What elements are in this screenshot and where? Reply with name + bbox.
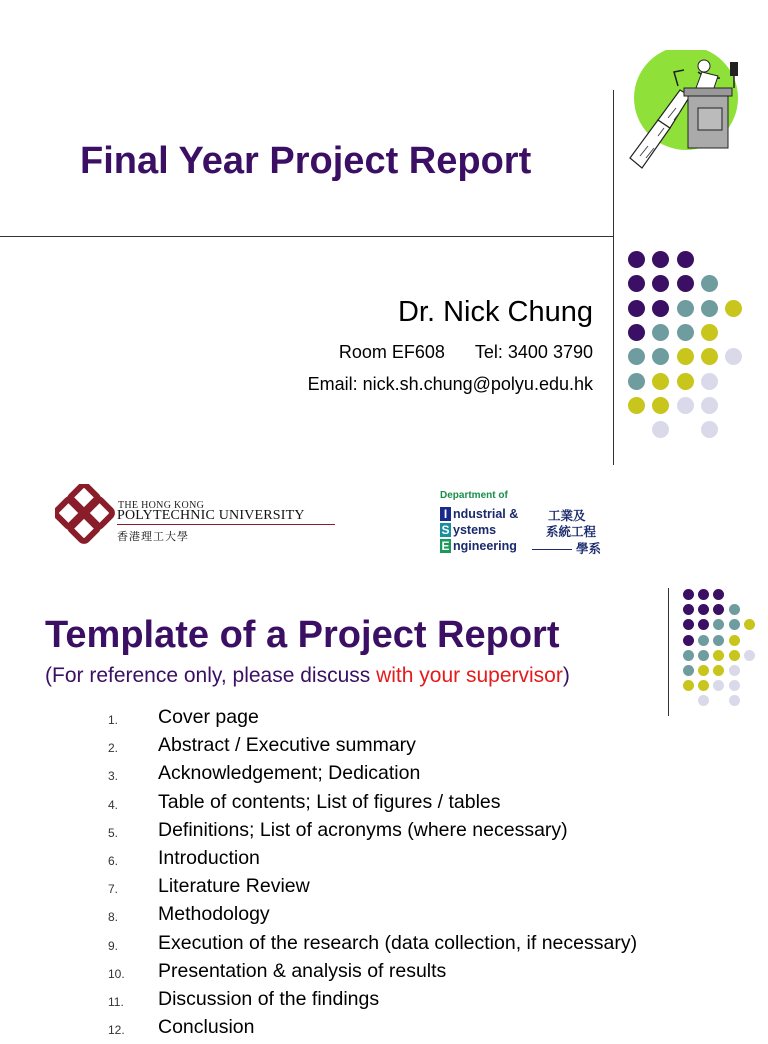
decorative-dot <box>729 650 740 661</box>
decorative-dot <box>628 275 645 292</box>
decorative-dot <box>698 680 709 691</box>
list-item <box>108 903 728 931</box>
decorative-dot <box>698 589 709 600</box>
decorative-dot <box>683 589 694 600</box>
polyu-logo-chinese: 香港理工大學 <box>117 531 189 543</box>
decorative-dot <box>683 665 694 676</box>
ise-chinese-line2: 系統工程 <box>546 525 597 539</box>
decorative-dot <box>729 635 740 646</box>
decorative-dot <box>701 300 718 317</box>
decorative-dot <box>698 695 709 706</box>
decorative-dot <box>677 397 694 414</box>
list-item <box>108 791 728 819</box>
item-text: Methodology <box>158 903 270 926</box>
decorative-dot <box>701 324 718 341</box>
writer-at-desk-clipart <box>618 50 748 175</box>
list-item <box>108 847 728 875</box>
decorative-dot <box>652 421 669 438</box>
polyu-logo-rule <box>117 524 335 525</box>
decorative-dot <box>729 619 740 630</box>
decorative-dot <box>729 695 740 706</box>
decorative-dot <box>744 650 755 661</box>
report-outline-list <box>108 706 728 1044</box>
subtitle-text: (For reference only, please discuss <box>45 664 377 687</box>
item-text: Abstract / Executive summary <box>158 734 416 757</box>
decorative-dot <box>628 324 645 341</box>
decorative-dot <box>652 251 669 268</box>
presenter-name: Dr. Nick Chung <box>397 296 593 328</box>
decorative-dot <box>677 348 694 365</box>
decorative-dot <box>628 348 645 365</box>
item-text: Execution of the research (data collection, if necessary) <box>158 931 638 954</box>
decorative-dot <box>713 619 724 630</box>
decorative-dot <box>677 275 694 292</box>
item-number: 7. <box>108 882 119 897</box>
item-number: 9. <box>108 938 119 953</box>
subtitle-highlight: with your supervisor <box>376 664 563 687</box>
ise-word-industrial: ndustrial & <box>453 507 519 521</box>
item-number: 2. <box>108 741 119 756</box>
slide1-title: Final Year Project Report <box>80 140 532 182</box>
list-item <box>108 706 728 734</box>
decorative-dot <box>729 665 740 676</box>
decorative-dot <box>652 324 669 341</box>
decorative-dot <box>729 680 740 691</box>
ise-department-label: Department of <box>440 490 508 501</box>
decorative-dot <box>698 635 709 646</box>
item-number: 6. <box>108 853 119 868</box>
decorative-dot <box>744 619 755 630</box>
decorative-dot <box>628 251 645 268</box>
ise-logo-swoosh <box>532 549 572 550</box>
decorative-dot <box>701 421 718 438</box>
item-text: Discussion of the findings <box>158 987 380 1010</box>
vertical-divider <box>613 90 614 465</box>
decorative-dot <box>677 324 694 341</box>
item-number: 11. <box>108 994 124 1009</box>
item-number: 4. <box>108 797 119 812</box>
ise-chinese-line3: 學系 <box>576 542 602 556</box>
decorative-dot <box>713 589 724 600</box>
ise-letter-i: I <box>440 507 451 521</box>
decorative-dot <box>628 300 645 317</box>
decorative-dot <box>652 373 669 390</box>
ise-letter-s: S <box>441 523 450 537</box>
decorative-dot <box>701 275 718 292</box>
decorative-dot <box>701 397 718 414</box>
decorative-dot <box>628 397 645 414</box>
vertical-divider-2 <box>668 588 669 716</box>
item-number: 12. <box>108 1023 125 1038</box>
item-number: 5. <box>108 825 119 840</box>
decorative-dot <box>698 650 709 661</box>
decorative-dot <box>713 650 724 661</box>
decorative-dot <box>713 604 724 615</box>
decorative-dot <box>677 251 694 268</box>
decorative-dot <box>698 665 709 676</box>
decorative-dot <box>677 373 694 390</box>
item-text: Conclusion <box>158 1016 255 1039</box>
item-number: 3. <box>108 769 119 784</box>
list-item <box>108 875 728 903</box>
decorative-dot <box>683 604 694 615</box>
item-number: 8. <box>108 910 119 925</box>
list-item <box>108 1016 728 1044</box>
ise-word-systems: ystems <box>453 523 497 537</box>
contact-email: Email: nick.sh.chung@polyu.edu.hk <box>307 374 593 394</box>
item-text: Presentation & analysis of results <box>158 959 447 982</box>
ise-chinese-line1: 工業及 <box>548 509 586 523</box>
decorative-dot <box>729 604 740 615</box>
item-number: 1. <box>108 713 119 727</box>
ise-letter-e: E <box>441 539 450 553</box>
slide2-title: Template of a Project Report <box>45 614 560 656</box>
list-item <box>108 762 728 790</box>
room-number: Room EF608 <box>338 342 445 362</box>
list-item <box>108 960 728 988</box>
slide2-subtitle <box>45 664 570 688</box>
decorative-dot <box>713 635 724 646</box>
decorative-dot <box>652 300 669 317</box>
item-text: Definitions; List of acronyms (where necessary) <box>158 818 568 841</box>
decorative-dot <box>683 635 694 646</box>
polyu-emblem-icon <box>55 484 115 544</box>
polyu-logo-line2: POLYTECHNIC UNIVERSITY <box>117 508 305 523</box>
list-item <box>108 988 728 1016</box>
decorative-dot <box>725 348 742 365</box>
decorative-dot <box>713 665 724 676</box>
polyu-logo-line1: THE HONG KONG <box>118 500 205 511</box>
list-item <box>108 734 728 762</box>
list-item <box>108 819 728 847</box>
title-divider <box>0 236 614 237</box>
decorative-dot <box>701 373 718 390</box>
list-item <box>108 932 728 960</box>
item-number: 10. <box>108 966 125 981</box>
contact-room-tel <box>339 342 593 363</box>
decorative-dot <box>713 680 724 691</box>
decorative-dot <box>683 619 694 630</box>
decorative-dot <box>701 348 718 365</box>
item-text: Acknowledgement; Dedication <box>158 762 421 785</box>
ise-word-engineering: ngineering <box>453 539 517 553</box>
decorative-dot <box>683 650 694 661</box>
telephone: Tel: 3400 3790 <box>474 342 593 362</box>
decorative-dot <box>652 397 669 414</box>
decorative-dot <box>677 300 694 317</box>
decorative-dot <box>725 300 742 317</box>
decorative-dot <box>698 604 709 615</box>
item-text: Introduction <box>158 846 260 869</box>
item-text: Table of contents; List of figures / tables <box>158 790 501 813</box>
decorative-dot <box>628 373 645 390</box>
item-text: Literature Review <box>158 875 310 898</box>
decorative-dot <box>652 348 669 365</box>
decorative-dot <box>683 680 694 691</box>
item-text: Cover page <box>158 706 259 728</box>
decorative-dot <box>652 275 669 292</box>
decorative-dot <box>698 619 709 630</box>
subtitle-close: ) <box>562 664 570 687</box>
